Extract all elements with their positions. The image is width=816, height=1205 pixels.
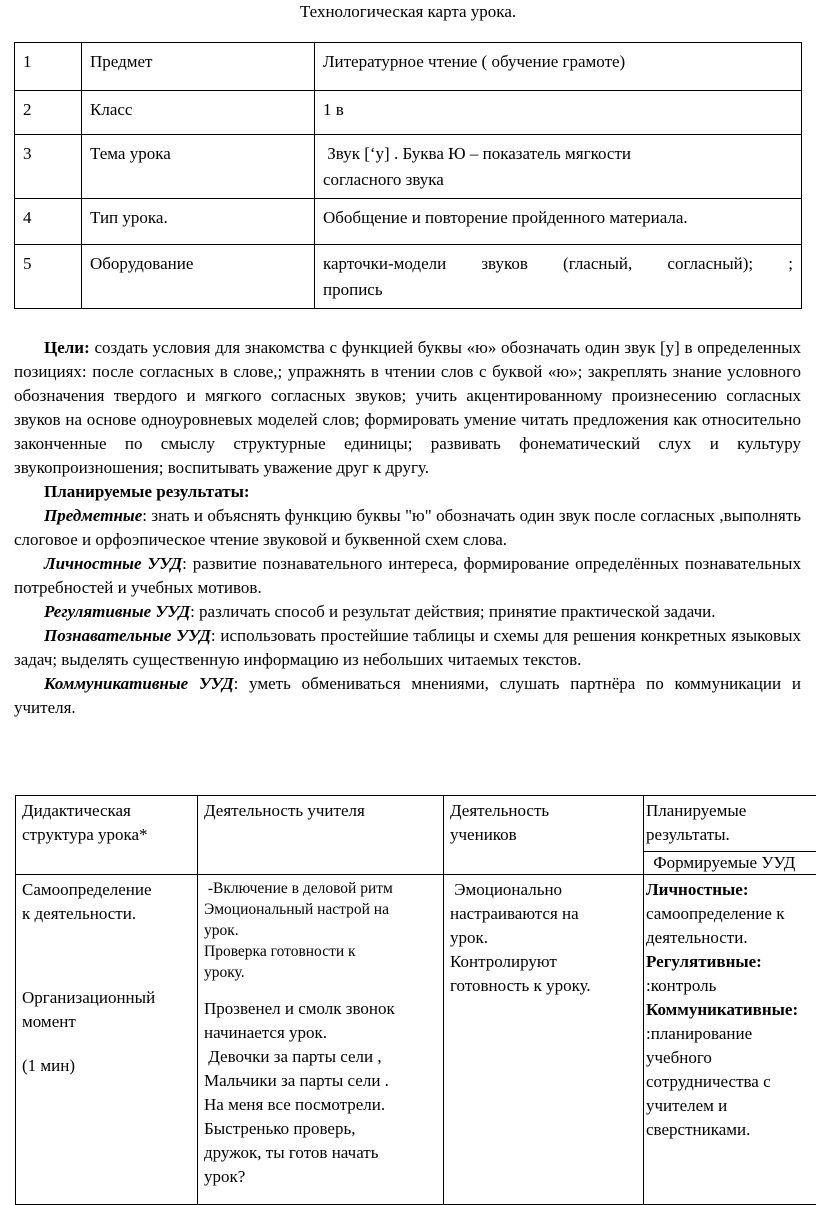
stage-time: (1 мин) [22, 1054, 197, 1078]
row-label: Оборудование [82, 245, 315, 309]
students-line: Эмоционально [450, 878, 643, 902]
header-cell [644, 796, 816, 875]
header-cell [444, 796, 644, 875]
header-line: Деятельность учителя [204, 799, 443, 823]
row-label: Класс [82, 91, 315, 135]
results-item [14, 552, 801, 600]
poem-line: Мальчики за парты сели . [204, 1069, 443, 1093]
goals-section [14, 336, 801, 720]
results-item-label: Регулятивные УУД [44, 602, 190, 621]
goals-text: создать условия для знакомства с функцией буквы «ю» обозначать один звук [у] в определенных позициях: после согласных в слове,; упражнять в чтении слов с буквой «ю»; закреплять знание условного обозначения твердого и мягкого согласных звуков; учить акцентированному произнесению согласных звуков на основе одноуровневых моделей слов; формировать умение читать предложения как относительно законченные по смыслу структурные единицы; развивать фонематический слух и культуру звукопроизношения; воспитывать уважение друг к другу. [14, 338, 801, 477]
table-row [15, 91, 802, 135]
results-item [14, 624, 801, 672]
poem-line: урок? [204, 1165, 443, 1189]
results-heading: Планируемые результаты: [14, 480, 801, 504]
uud-label: Личностные: [646, 878, 816, 902]
header-line: учеников [450, 823, 643, 847]
teacher-activity-cell [198, 875, 444, 1205]
row-label: Предмет [82, 43, 315, 91]
row-value [315, 135, 802, 199]
results-item-label: Коммуникативные УУД [44, 674, 234, 693]
poem-line: начинается урок. [204, 1021, 443, 1045]
row-number: 3 [15, 135, 82, 199]
stage-line: Организационный [22, 986, 197, 1010]
uud-line: учебного [646, 1046, 816, 1070]
document-title: Технологическая карта урока. [0, 2, 816, 22]
table-row [15, 199, 802, 245]
uud-line: сверстниками. [646, 1118, 816, 1142]
uud-label: Коммуникативные: [646, 998, 816, 1022]
poem-line: дружок, ты готов начать [204, 1141, 443, 1165]
table-row [15, 135, 802, 199]
teacher-line: Проверка готовности к [204, 941, 443, 962]
header-subcell: Формируемые УУД [644, 851, 816, 874]
header-cell [16, 796, 198, 875]
results-item-label: Личностные УУД [44, 554, 182, 573]
goals-label: Цели: [44, 338, 90, 357]
students-activity-cell [444, 875, 644, 1205]
row-number: 1 [15, 43, 82, 91]
results-item-text: : уметь обмениваться мнениями, слушать партнёра по коммуникации и учителя. [14, 674, 801, 717]
results-cell [644, 875, 816, 1205]
students-line: Контролируют [450, 950, 643, 974]
results-item [14, 672, 801, 720]
teacher-line: Эмоциональный настрой на [204, 899, 443, 920]
header-line: Деятельность [450, 799, 643, 823]
table-row [15, 245, 802, 309]
lesson-topic-line: Звук [‘у] . Буква Ю – показатель мягкости [323, 141, 793, 167]
stage-line: к деятельности. [22, 902, 197, 926]
poem-line: Быстренько проверь, [204, 1117, 443, 1141]
teacher-line: уроку. [204, 962, 443, 983]
poem-line: Девочки за парты сели , [204, 1045, 443, 1069]
row-number: 4 [15, 199, 82, 245]
uud-line: сотрудничества с [646, 1070, 816, 1094]
uud-line: деятельности. [646, 926, 816, 950]
row-value: Литературное чтение ( обучение грамоте) [315, 43, 802, 91]
students-line: готовность к уроку. [450, 974, 643, 998]
table-row [16, 875, 816, 1205]
uud-line: :контроль [646, 974, 816, 998]
row-value: Обобщение и повторение пройденного материала. [315, 199, 802, 245]
results-item-text: : знать и объяснять функцию буквы "ю" обозначать один звук после согласных ,выполнять слоговое и орфоэпическое чтение звуковой и буквенной схем слова. [14, 506, 801, 549]
results-item-text: : различать способ и результат действия; принятие практической задачи. [190, 602, 715, 621]
poem-line: На меня все посмотрели. [204, 1093, 443, 1117]
lesson-info-table [14, 42, 802, 309]
lesson-topic-line: согласного звука [323, 167, 793, 193]
stage-cell [16, 875, 198, 1205]
table-header-row [16, 796, 816, 875]
table-row [15, 43, 802, 91]
teacher-line: урок. [204, 920, 443, 941]
header-line: результаты. [646, 823, 816, 847]
results-item-text: : развитие познавательного интереса, формирование определённых познавательных потребностей и учебных мотивов. [14, 554, 801, 597]
header-cell [198, 796, 444, 875]
header-line: Планируемые [646, 799, 816, 823]
uud-line: самоопределение к [646, 902, 816, 926]
poem-line: Прозвенел и смолк звонок [204, 997, 443, 1021]
students-line: настраиваются на [450, 902, 643, 926]
students-line: урок. [450, 926, 643, 950]
stage-line: момент [22, 1010, 197, 1034]
row-label: Тип урока. [82, 199, 315, 245]
uud-label: Регулятивные: [646, 950, 816, 974]
results-item-label: Познавательные УУД [44, 626, 211, 645]
uud-line: :планирование [646, 1022, 816, 1046]
stage-line: Самоопределение [22, 878, 197, 902]
header-line: структура урока* [22, 823, 197, 847]
row-label: Тема урока [82, 135, 315, 199]
results-item-label: Предметные [44, 506, 142, 525]
header-line: Дидактическая [22, 799, 197, 823]
row-number: 2 [15, 91, 82, 135]
goals-paragraph [14, 336, 801, 480]
results-item [14, 504, 801, 552]
teacher-line: -Включение в деловой ритм [204, 878, 443, 899]
uud-line: учителем и [646, 1094, 816, 1118]
row-value: карточки-модели звуков (гласный, согласный); ; пропись [315, 245, 802, 309]
results-item [14, 600, 801, 624]
row-value: 1 в [315, 91, 802, 135]
results-item-text: : использовать простейшие таблицы и схемы для решения конкретных языковых задач; выделять существенную информацию из небольших читаемых текстов. [14, 626, 801, 669]
lesson-structure-table [15, 795, 816, 1205]
row-number: 5 [15, 245, 82, 309]
